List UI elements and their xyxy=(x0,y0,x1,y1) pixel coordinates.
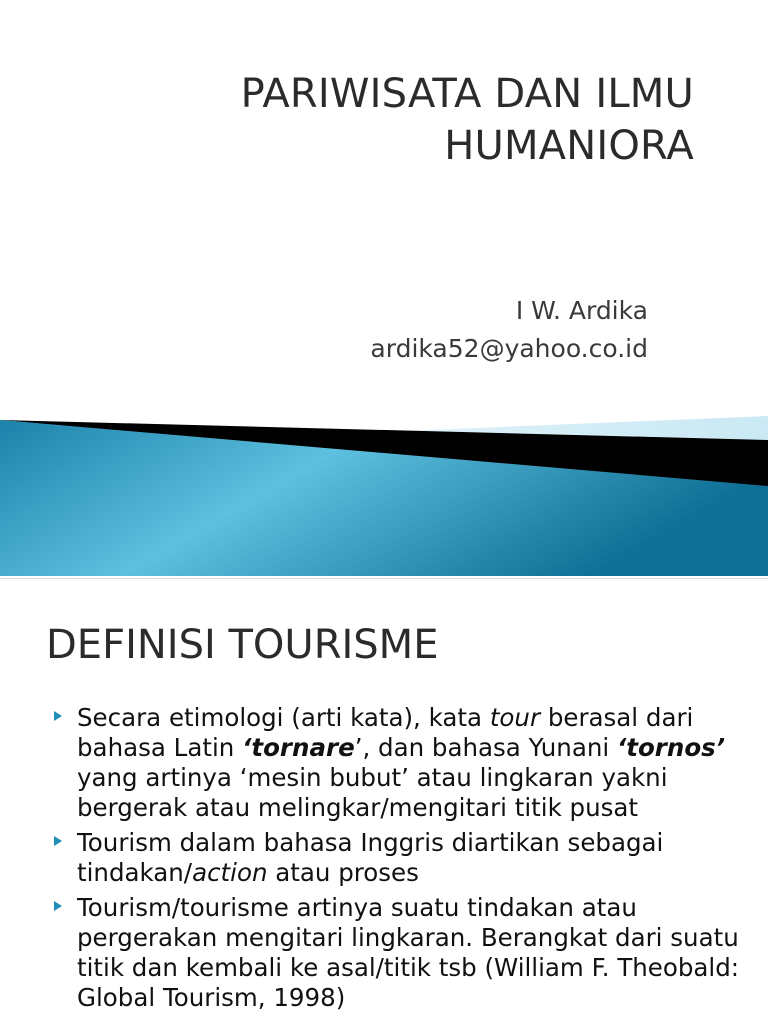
author-name: I W. Ardika xyxy=(515,296,648,325)
title-line-2: HUMANIORA xyxy=(444,123,694,169)
decorative-band xyxy=(0,410,768,576)
bullet-item: Secara etimologi (arti kata), kata tour berasal dari bahasa Latin ‘tornare’, dan bahasa Yunani ‘tornos’ yang artinya ‘mesin bubut’ atau lingkaran yakni bergerak atau melingkar/mengitari titik pusat xyxy=(50,703,750,823)
bullet-item: Tourism/tourisme artinya suatu tindakan atau pergerakan mengitari lingkaran. Berangkat dari suatu titik dan kembali ke asal/titik tsb (William F. Theobald: Global Tourism, 1998) xyxy=(50,893,750,1013)
slide-title xyxy=(94,68,694,172)
term-tornare: ‘tornare xyxy=(242,733,355,762)
definition-slide xyxy=(0,578,768,1025)
bullet-list xyxy=(50,703,750,1018)
title-line-1: PARIWISATA DAN ILMU xyxy=(240,71,694,117)
slide-title: DEFINISI TOURISME xyxy=(46,622,439,668)
bullet-item: Tourism dalam bahasa Inggris diartikan sebagai tindakan/action atau proses xyxy=(50,828,750,888)
author-email: ardika52@yahoo.co.id xyxy=(370,334,648,363)
term-action: action xyxy=(192,858,268,887)
bullet-arrow-icon xyxy=(54,711,62,721)
term-tour: tour xyxy=(489,703,541,732)
bullet-arrow-icon xyxy=(54,901,62,911)
term-tornos: ‘tornos’ xyxy=(616,733,726,762)
bullet-arrow-icon xyxy=(54,836,62,846)
slide-subtitle xyxy=(148,292,648,368)
